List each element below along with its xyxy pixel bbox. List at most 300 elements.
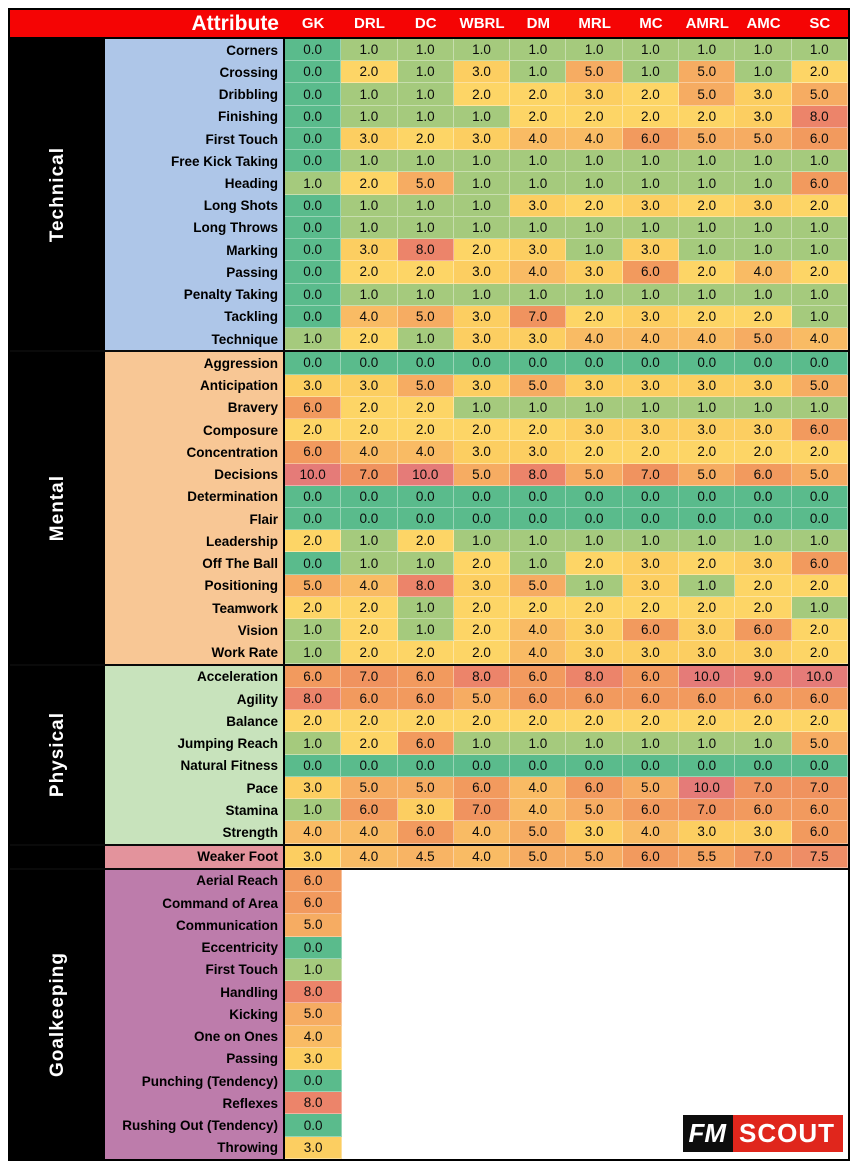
heatmap-cell: 1.0 bbox=[510, 150, 566, 172]
attribute-label: Natural Fitness bbox=[105, 755, 285, 777]
heatmap-cell: 4.0 bbox=[341, 821, 397, 843]
heatmap-cell: 1.0 bbox=[566, 575, 622, 597]
heatmap-cell: 2.0 bbox=[566, 306, 622, 328]
heatmap-cell: 4.0 bbox=[566, 328, 622, 350]
heatmap-cell: 5.0 bbox=[510, 846, 566, 868]
heatmap-cell: 2.0 bbox=[679, 597, 735, 619]
section-technical bbox=[10, 39, 848, 350]
heatmap-cell: 3.0 bbox=[341, 239, 397, 261]
attribute-label: Vision bbox=[105, 619, 285, 641]
heatmap-cell: 1.0 bbox=[285, 799, 341, 821]
heatmap-cell: 2.0 bbox=[792, 710, 848, 732]
heatmap-cell: 1.0 bbox=[566, 239, 622, 261]
fmscout-logo-scout: SCOUT bbox=[733, 1115, 843, 1152]
attribute-label: Concentration bbox=[105, 441, 285, 463]
heatmap-cell: 3.0 bbox=[623, 239, 679, 261]
heatmap-cell: 4.5 bbox=[398, 846, 454, 868]
heatmap-cell: 4.0 bbox=[792, 328, 848, 350]
heatmap-cell: 2.0 bbox=[454, 710, 510, 732]
table-row bbox=[105, 375, 848, 397]
table-row bbox=[105, 799, 848, 821]
table-row bbox=[105, 1026, 848, 1048]
heatmap-cell: 1.0 bbox=[454, 39, 510, 61]
heatmap-cell: 2.0 bbox=[679, 441, 735, 463]
attribute-label: Passing bbox=[105, 261, 285, 283]
section-group-column-mental bbox=[10, 352, 105, 663]
table-row bbox=[105, 486, 848, 508]
heatmap-cell: 1.0 bbox=[623, 397, 679, 419]
heatmap-cell: 3.0 bbox=[285, 375, 341, 397]
heatmap-cell: 0.0 bbox=[398, 755, 454, 777]
heatmap-cell: 6.0 bbox=[285, 892, 342, 914]
table-row bbox=[105, 83, 848, 105]
table-row bbox=[105, 172, 848, 194]
heatmap-cell: 8.0 bbox=[454, 666, 510, 688]
heatmap-cell: 1.0 bbox=[341, 195, 397, 217]
heatmap-cell: 6.0 bbox=[792, 172, 848, 194]
table-row bbox=[105, 575, 848, 597]
heatmap-cell: 1.0 bbox=[623, 39, 679, 61]
heatmap-cell: 4.0 bbox=[679, 328, 735, 350]
heatmap-cell: 1.0 bbox=[623, 150, 679, 172]
attribute-label: Rushing Out (Tendency) bbox=[105, 1114, 285, 1136]
heatmap-cell: 0.0 bbox=[285, 83, 341, 105]
heatmap-cell: 8.0 bbox=[792, 106, 848, 128]
heatmap-cell: 5.0 bbox=[679, 464, 735, 486]
heatmap-cell: 3.0 bbox=[735, 552, 791, 574]
table-body bbox=[10, 39, 848, 1159]
heatmap-cell: 2.0 bbox=[510, 597, 566, 619]
heatmap-cell: 6.0 bbox=[285, 397, 341, 419]
heatmap-cell: 2.0 bbox=[735, 306, 791, 328]
heatmap-cell: 1.0 bbox=[792, 306, 848, 328]
heatmap-cell: 10.0 bbox=[285, 464, 341, 486]
empty-cells-spacer bbox=[342, 892, 848, 914]
heatmap-cell: 3.0 bbox=[510, 328, 566, 350]
empty-cells-spacer bbox=[342, 1026, 848, 1048]
heatmap-cell: 7.0 bbox=[454, 799, 510, 821]
heatmap-cell: 0.0 bbox=[679, 508, 735, 530]
attribute-label: Passing bbox=[105, 1048, 285, 1070]
table-row bbox=[105, 959, 848, 981]
heatmap-cell: 6.0 bbox=[285, 441, 341, 463]
heatmap-cell: 6.0 bbox=[735, 688, 791, 710]
heatmap-cell: 6.0 bbox=[285, 666, 341, 688]
heatmap-cell: 0.0 bbox=[285, 352, 341, 374]
heatmap-cell: 10.0 bbox=[679, 666, 735, 688]
heatmap-cell: 2.0 bbox=[454, 597, 510, 619]
heatmap-cell: 2.0 bbox=[285, 530, 341, 552]
heatmap-cell: 0.0 bbox=[285, 508, 341, 530]
heatmap-cell: 10.0 bbox=[679, 777, 735, 799]
column-header-dc: DC bbox=[414, 15, 437, 32]
heatmap-cell: 2.0 bbox=[623, 83, 679, 105]
empty-cells-spacer bbox=[342, 1048, 848, 1070]
heatmap-cell: 1.0 bbox=[454, 172, 510, 194]
attribute-label: Crossing bbox=[105, 61, 285, 83]
heatmap-cell: 2.0 bbox=[341, 597, 397, 619]
heatmap-cell: 4.0 bbox=[623, 328, 679, 350]
heatmap-cell: 0.0 bbox=[398, 352, 454, 374]
heatmap-cell: 1.0 bbox=[510, 61, 566, 83]
heatmap-cell: 1.0 bbox=[285, 619, 341, 641]
heatmap-cell: 1.0 bbox=[341, 83, 397, 105]
heatmap-cell: 1.0 bbox=[341, 284, 397, 306]
attribute-label: Marking bbox=[105, 239, 285, 261]
heatmap-cell: 1.0 bbox=[454, 530, 510, 552]
table-row bbox=[105, 892, 848, 914]
column-header-drl: DRL bbox=[354, 15, 385, 32]
heatmap-cell: 1.0 bbox=[510, 39, 566, 61]
column-header-amc: AMC bbox=[746, 15, 781, 32]
heatmap-cell: 1.0 bbox=[398, 284, 454, 306]
heatmap-cell: 2.0 bbox=[792, 441, 848, 463]
attribute-label: Aggression bbox=[105, 352, 285, 374]
heatmap-cell: 0.0 bbox=[285, 1114, 342, 1136]
column-header-dm: DM bbox=[526, 15, 550, 32]
heatmap-cell: 5.0 bbox=[623, 777, 679, 799]
section-group-column-goalkeeping bbox=[10, 870, 105, 1159]
heatmap-cell: 1.0 bbox=[341, 106, 397, 128]
heatmap-cell: 0.0 bbox=[623, 755, 679, 777]
heatmap-cell: 2.0 bbox=[792, 195, 848, 217]
heatmap-cell: 1.0 bbox=[510, 530, 566, 552]
heatmap-cell: 8.0 bbox=[285, 1092, 342, 1114]
heatmap-cell: 6.0 bbox=[398, 688, 454, 710]
heatmap-cell: 3.0 bbox=[454, 441, 510, 463]
heatmap-cell: 0.0 bbox=[398, 508, 454, 530]
heatmap-cell: 4.0 bbox=[454, 846, 510, 868]
heatmap-cell: 6.0 bbox=[341, 799, 397, 821]
heatmap-cell: 3.0 bbox=[735, 83, 791, 105]
heatmap-cell: 0.0 bbox=[792, 508, 848, 530]
heatmap-cell: 0.0 bbox=[285, 128, 341, 150]
heatmap-cell: 2.0 bbox=[623, 710, 679, 732]
heatmap-cell: 0.0 bbox=[285, 284, 341, 306]
heatmap-cell: 1.0 bbox=[510, 172, 566, 194]
heatmap-cell: 0.0 bbox=[454, 352, 510, 374]
heatmap-cell: 2.0 bbox=[398, 261, 454, 283]
table-row bbox=[105, 937, 848, 959]
heatmap-cell: 3.0 bbox=[566, 641, 622, 663]
heatmap-cell: 3.0 bbox=[623, 375, 679, 397]
attribute-label: Corners bbox=[105, 39, 285, 61]
heatmap-cell: 2.0 bbox=[285, 597, 341, 619]
heatmap-cell: 1.0 bbox=[679, 732, 735, 754]
attribute-label: First Touch bbox=[105, 128, 285, 150]
table-row bbox=[105, 914, 848, 936]
heatmap-cell: 1.0 bbox=[454, 397, 510, 419]
attribute-label: Free Kick Taking bbox=[105, 150, 285, 172]
attribute-label: Punching (Tendency) bbox=[105, 1070, 285, 1092]
heatmap-cell: 0.0 bbox=[566, 508, 622, 530]
attribute-label: Handling bbox=[105, 981, 285, 1003]
heatmap-cell: 4.0 bbox=[341, 575, 397, 597]
heatmap-cell: 3.0 bbox=[454, 575, 510, 597]
heatmap-cell: 2.0 bbox=[792, 575, 848, 597]
heatmap-cell: 0.0 bbox=[510, 486, 566, 508]
table-row bbox=[105, 284, 848, 306]
table-row bbox=[105, 1092, 848, 1114]
heatmap-cell: 7.0 bbox=[341, 464, 397, 486]
heatmap-cell: 1.0 bbox=[623, 284, 679, 306]
attribute-label: Reflexes bbox=[105, 1092, 285, 1114]
heatmap-cell: 1.0 bbox=[398, 150, 454, 172]
heatmap-cell: 1.0 bbox=[398, 328, 454, 350]
section-group-column-weaker-foot bbox=[10, 846, 105, 868]
heatmap-cell: 1.0 bbox=[679, 150, 735, 172]
table-row bbox=[105, 261, 848, 283]
heatmap-cell: 1.0 bbox=[341, 530, 397, 552]
heatmap-cell: 2.0 bbox=[792, 641, 848, 663]
heatmap-cell: 10.0 bbox=[792, 666, 848, 688]
heatmap-cell: 1.0 bbox=[398, 195, 454, 217]
attribute-label: Decisions bbox=[105, 464, 285, 486]
heatmap-cell: 0.0 bbox=[735, 352, 791, 374]
column-header-amrl: AMRL bbox=[685, 15, 729, 32]
heatmap-cell: 1.0 bbox=[623, 732, 679, 754]
attribute-label: Throwing bbox=[105, 1137, 285, 1159]
heatmap-cell: 5.0 bbox=[510, 375, 566, 397]
attribute-label: Strength bbox=[105, 821, 285, 843]
section-rows-technical bbox=[105, 39, 848, 350]
heatmap-cell: 2.0 bbox=[285, 419, 341, 441]
attribute-label: Positioning bbox=[105, 575, 285, 597]
heatmap-cell: 1.0 bbox=[679, 217, 735, 239]
table-row bbox=[105, 1070, 848, 1092]
heatmap-cell: 1.0 bbox=[510, 217, 566, 239]
column-header-wbrl: WBRL bbox=[459, 15, 505, 32]
heatmap-cell: 10.0 bbox=[398, 464, 454, 486]
heatmap-cell: 2.0 bbox=[792, 61, 848, 83]
heatmap-cell: 2.0 bbox=[341, 419, 397, 441]
heatmap-cell: 4.0 bbox=[735, 261, 791, 283]
heatmap-cell: 2.0 bbox=[792, 619, 848, 641]
heatmap-cell: 3.0 bbox=[735, 375, 791, 397]
heatmap-cell: 5.0 bbox=[566, 464, 622, 486]
heatmap-cell: 7.0 bbox=[679, 799, 735, 821]
heatmap-cell: 2.0 bbox=[398, 419, 454, 441]
heatmap-cell: 0.0 bbox=[623, 352, 679, 374]
heatmap-cell: 6.0 bbox=[792, 688, 848, 710]
section-rows-physical bbox=[105, 666, 848, 844]
heatmap-cell: 6.0 bbox=[623, 666, 679, 688]
table-row bbox=[105, 846, 848, 868]
section-rows-mental bbox=[105, 352, 848, 663]
attribute-label: Agility bbox=[105, 688, 285, 710]
heatmap-cell: 5.0 bbox=[285, 1003, 342, 1025]
table-row bbox=[105, 150, 848, 172]
section-label-goalkeeping: Goalkeeping bbox=[46, 951, 68, 1077]
column-header-sc: SC bbox=[809, 15, 831, 32]
heatmap-cell: 1.0 bbox=[623, 217, 679, 239]
heatmap-cell: 2.0 bbox=[341, 710, 397, 732]
heatmap-cell: 1.0 bbox=[510, 284, 566, 306]
attribute-label: Long Shots bbox=[105, 195, 285, 217]
heatmap-cell: 5.0 bbox=[679, 128, 735, 150]
heatmap-cell: 1.0 bbox=[398, 106, 454, 128]
heatmap-cell: 1.0 bbox=[285, 328, 341, 350]
heatmap-cell: 2.0 bbox=[566, 106, 622, 128]
heatmap-cell: 3.0 bbox=[566, 821, 622, 843]
heatmap-cell: 0.0 bbox=[341, 508, 397, 530]
table-row bbox=[105, 128, 848, 150]
heatmap-cell: 0.0 bbox=[285, 239, 341, 261]
heatmap-cell: 1.0 bbox=[566, 39, 622, 61]
heatmap-cell: 1.0 bbox=[566, 284, 622, 306]
attribute-label: Aerial Reach bbox=[105, 870, 285, 892]
heatmap-cell: 3.0 bbox=[285, 846, 341, 868]
heatmap-cell: 0.0 bbox=[285, 755, 341, 777]
table-row bbox=[105, 619, 848, 641]
table-row bbox=[105, 419, 848, 441]
heatmap-cell: 4.0 bbox=[510, 128, 566, 150]
heatmap-cell: 1.0 bbox=[341, 150, 397, 172]
heatmap-cell: 0.0 bbox=[285, 61, 341, 83]
heatmap-cell: 8.0 bbox=[398, 239, 454, 261]
heatmap-cell: 0.0 bbox=[285, 39, 341, 61]
heatmap-cell: 8.0 bbox=[566, 666, 622, 688]
heatmap-cell: 4.0 bbox=[510, 799, 566, 821]
heatmap-cell: 0.0 bbox=[792, 352, 848, 374]
heatmap-cell: 2.0 bbox=[341, 619, 397, 641]
heatmap-cell: 5.0 bbox=[566, 61, 622, 83]
heatmap-cell: 2.0 bbox=[454, 619, 510, 641]
heatmap-cell: 4.0 bbox=[398, 441, 454, 463]
heatmap-cell: 0.0 bbox=[735, 486, 791, 508]
heatmap-cell: 5.0 bbox=[792, 464, 848, 486]
table-row bbox=[105, 530, 848, 552]
attribute-label: Acceleration bbox=[105, 666, 285, 688]
heatmap-cell: 5.5 bbox=[679, 846, 735, 868]
heatmap-cell: 4.0 bbox=[285, 821, 341, 843]
attribute-label: One on Ones bbox=[105, 1026, 285, 1048]
attribute-label: Finishing bbox=[105, 106, 285, 128]
heatmap-cell: 3.0 bbox=[679, 821, 735, 843]
heatmap-cell: 6.0 bbox=[623, 261, 679, 283]
heatmap-cell: 7.0 bbox=[735, 846, 791, 868]
heatmap-cell: 6.0 bbox=[792, 552, 848, 574]
heatmap-cell: 2.0 bbox=[566, 597, 622, 619]
heatmap-cell: 2.0 bbox=[679, 710, 735, 732]
section-mental bbox=[10, 350, 848, 663]
heatmap-cell: 1.0 bbox=[398, 217, 454, 239]
heatmap-cell: 3.0 bbox=[285, 1137, 342, 1159]
attribute-label: Communication bbox=[105, 914, 285, 936]
heatmap-cell: 4.0 bbox=[285, 1026, 342, 1048]
heatmap-cell: 2.0 bbox=[679, 195, 735, 217]
heatmap-cell: 6.0 bbox=[735, 619, 791, 641]
heatmap-cell: 1.0 bbox=[341, 39, 397, 61]
heatmap-cell: 0.0 bbox=[679, 486, 735, 508]
heatmap-cell: 7.0 bbox=[792, 777, 848, 799]
heatmap-cell: 3.0 bbox=[566, 619, 622, 641]
heatmap-cell: 1.0 bbox=[398, 61, 454, 83]
heatmap-cell: 1.0 bbox=[285, 732, 341, 754]
heatmap-cell: 2.0 bbox=[341, 397, 397, 419]
heatmap-cell: 1.0 bbox=[510, 732, 566, 754]
heatmap-cell: 6.0 bbox=[792, 799, 848, 821]
attribute-label: Jumping Reach bbox=[105, 732, 285, 754]
heatmap-cell: 1.0 bbox=[623, 172, 679, 194]
heatmap-cell: 1.0 bbox=[679, 284, 735, 306]
heatmap-cell: 1.0 bbox=[454, 284, 510, 306]
heatmap-cell: 1.0 bbox=[454, 195, 510, 217]
heatmap-cell: 5.0 bbox=[792, 83, 848, 105]
heatmap-cell: 1.0 bbox=[285, 959, 342, 981]
section-weaker-foot bbox=[10, 844, 848, 868]
table-row bbox=[105, 508, 848, 530]
heatmap-cell: 5.0 bbox=[398, 375, 454, 397]
heatmap-cell: 1.0 bbox=[792, 217, 848, 239]
heatmap-cell: 2.0 bbox=[510, 419, 566, 441]
heatmap-cell: 1.0 bbox=[735, 61, 791, 83]
attribute-label: Penalty Taking bbox=[105, 284, 285, 306]
heatmap-cell: 2.0 bbox=[792, 261, 848, 283]
heatmap-cell: 6.0 bbox=[454, 777, 510, 799]
heatmap-cell: 3.0 bbox=[623, 641, 679, 663]
heatmap-cell: 2.0 bbox=[398, 530, 454, 552]
heatmap-cell: 6.0 bbox=[623, 799, 679, 821]
heatmap-cell: 2.0 bbox=[341, 172, 397, 194]
section-physical bbox=[10, 664, 848, 844]
heatmap-cell: 1.0 bbox=[792, 597, 848, 619]
heatmap-cell: 3.0 bbox=[454, 61, 510, 83]
empty-cells-spacer bbox=[342, 914, 848, 936]
table-row bbox=[105, 981, 848, 1003]
heatmap-cell: 0.0 bbox=[510, 508, 566, 530]
heatmap-cell: 1.0 bbox=[735, 172, 791, 194]
heatmap-cell: 3.0 bbox=[454, 375, 510, 397]
heatmap-cell: 7.0 bbox=[623, 464, 679, 486]
heatmap-cell: 5.0 bbox=[398, 777, 454, 799]
heatmap-cell: 2.0 bbox=[566, 710, 622, 732]
attribute-heatmap-table bbox=[8, 8, 850, 1161]
heatmap-cell: 2.0 bbox=[341, 61, 397, 83]
fmscout-logo bbox=[683, 1115, 843, 1152]
heatmap-cell: 5.0 bbox=[566, 799, 622, 821]
heatmap-cell: 3.0 bbox=[679, 375, 735, 397]
empty-cells-spacer bbox=[342, 981, 848, 1003]
table-row bbox=[105, 328, 848, 350]
section-label-physical: Physical bbox=[46, 712, 68, 798]
heatmap-cell: 6.0 bbox=[566, 777, 622, 799]
heatmap-cell: 0.0 bbox=[623, 508, 679, 530]
heatmap-cell: 5.0 bbox=[735, 128, 791, 150]
table-row bbox=[105, 1048, 848, 1070]
attribute-label: Command of Area bbox=[105, 892, 285, 914]
attribute-label: Flair bbox=[105, 508, 285, 530]
heatmap-cell: 3.0 bbox=[454, 261, 510, 283]
heatmap-cell: 3.0 bbox=[454, 306, 510, 328]
heatmap-cell: 0.0 bbox=[679, 755, 735, 777]
table-row bbox=[105, 441, 848, 463]
heatmap-cell: 2.0 bbox=[679, 552, 735, 574]
heatmap-cell: 5.0 bbox=[510, 821, 566, 843]
table-row bbox=[105, 688, 848, 710]
attribute-label: Tackling bbox=[105, 306, 285, 328]
heatmap-cell: 2.0 bbox=[341, 328, 397, 350]
heatmap-cell: 2.0 bbox=[735, 575, 791, 597]
heatmap-cell: 1.0 bbox=[679, 575, 735, 597]
heatmap-cell: 1.0 bbox=[792, 284, 848, 306]
heatmap-cell: 1.0 bbox=[341, 217, 397, 239]
heatmap-cell: 0.0 bbox=[566, 352, 622, 374]
heatmap-cell: 2.0 bbox=[454, 419, 510, 441]
heatmap-cell: 2.0 bbox=[398, 397, 454, 419]
heatmap-cell: 2.0 bbox=[510, 83, 566, 105]
heatmap-cell: 2.0 bbox=[341, 641, 397, 663]
